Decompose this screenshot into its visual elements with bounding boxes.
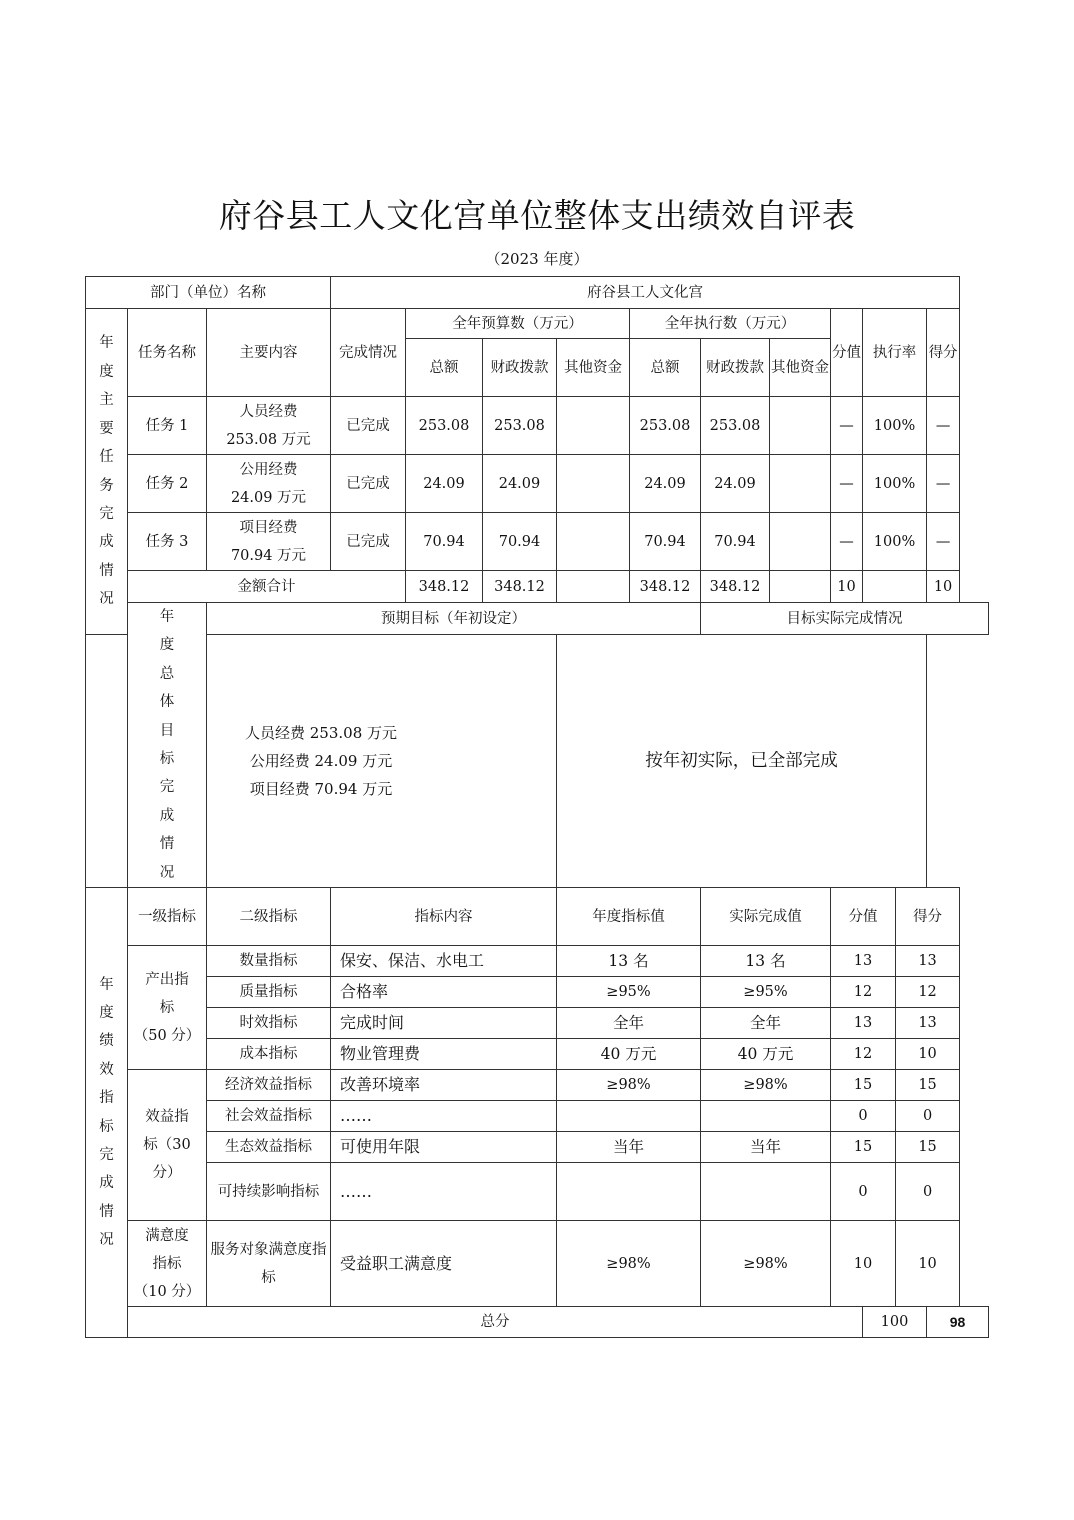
budget-total: 24.09: [406, 455, 483, 513]
indicator-score-value: 13: [831, 946, 896, 977]
indicator-actual: 40 万元: [701, 1039, 831, 1070]
exec-total: 24.09: [630, 455, 701, 513]
indicator-row: [86, 1039, 989, 1070]
goals-side-label: 年 度 总 体 目 标 完 成 情 况: [128, 603, 207, 888]
perf-header-level1: 一级指标: [128, 888, 207, 946]
task-status: 已完成: [331, 455, 406, 513]
task-name: 任务 2: [128, 455, 207, 513]
indicator-actual: [701, 1163, 831, 1221]
header-budget-total: 总额: [406, 339, 483, 397]
exec-other: [770, 513, 831, 571]
indicator-score-value: 12: [831, 1039, 896, 1070]
indicator-content: 受益职工满意度: [331, 1221, 557, 1307]
task-name: 任务 1: [128, 397, 207, 455]
sum-exec-fiscal: 348.12: [701, 571, 770, 603]
sum-score: 10: [927, 571, 960, 603]
sum-exec-total: 348.12: [630, 571, 701, 603]
level2-name: 成本指标: [207, 1039, 331, 1070]
indicator-actual: [701, 1101, 831, 1132]
header-exec-fiscal: 财政拨款: [701, 339, 770, 397]
header-main-content: 主要内容: [207, 309, 331, 397]
indicator-row: [86, 1101, 989, 1132]
indicator-content: 改善环境率: [331, 1070, 557, 1101]
exec-total: 253.08: [630, 397, 701, 455]
indicator-row: [86, 1163, 989, 1221]
indicator-row: [86, 1132, 989, 1163]
task-score-value: —: [831, 455, 863, 513]
dept-label: 部门（单位）名称: [86, 277, 331, 309]
indicator-target: ≥95%: [557, 977, 701, 1008]
indicator-content: ……: [331, 1163, 557, 1221]
sum-exec-other: [770, 571, 831, 603]
indicator-row: [86, 1221, 989, 1307]
header-exec-group: 全年执行数（万元）: [630, 309, 831, 339]
header-task-name: 任务名称: [128, 309, 207, 397]
level1-output: 产出指 标 （50 分）: [128, 946, 207, 1070]
level2-name: 生态效益指标: [207, 1132, 331, 1163]
exec-other: [770, 397, 831, 455]
indicator-score: 0: [896, 1101, 960, 1132]
sum-budget-fiscal: 348.12: [483, 571, 557, 603]
task-score: —: [927, 513, 960, 571]
header-exec-rate: 执行率: [863, 309, 927, 397]
expected-goal-content: 人员经费 253.08 万元 公用经费 24.09 万元 项目经费 70.94 万元: [86, 635, 557, 888]
task-row: [86, 455, 989, 513]
total-label: 总分: [128, 1307, 863, 1338]
header-budget-group: 全年预算数（万元）: [406, 309, 630, 339]
indicator-actual: 13 名: [701, 946, 831, 977]
indicator-score: 10: [896, 1039, 960, 1070]
task-exec-rate: 100%: [863, 397, 927, 455]
indicator-score: 13: [896, 1008, 960, 1039]
level1-satisfaction: 满意度 指标 （10 分）: [128, 1221, 207, 1307]
tasks-side-label: 年 度 主 要 任 务 完 成 情 况: [86, 309, 128, 635]
task-score-value: —: [831, 397, 863, 455]
perf-header-content: 指标内容: [331, 888, 557, 946]
indicator-target: 13 名: [557, 946, 701, 977]
task-name: 任务 3: [128, 513, 207, 571]
indicator-score-value: 12: [831, 977, 896, 1008]
exec-fiscal: 70.94: [701, 513, 770, 571]
indicator-content: ……: [331, 1101, 557, 1132]
level2-name: 社会效益指标: [207, 1101, 331, 1132]
level2-name: 质量指标: [207, 977, 331, 1008]
indicator-target: [557, 1163, 701, 1221]
indicator-target: ≥98%: [557, 1070, 701, 1101]
indicator-score: 15: [896, 1132, 960, 1163]
sum-exec-rate: [863, 571, 927, 603]
indicator-content: 保安、保洁、水电工: [331, 946, 557, 977]
actual-goal-content: 按年初实际，已全部完成: [557, 635, 927, 888]
budget-other: [557, 397, 630, 455]
indicator-score-value: 15: [831, 1132, 896, 1163]
task-score-value: —: [831, 513, 863, 571]
indicator-score: 13: [896, 946, 960, 977]
header-completion: 完成情况: [331, 309, 406, 397]
budget-fiscal: 253.08: [483, 397, 557, 455]
header-budget-fiscal: 财政拨款: [483, 339, 557, 397]
perf-header-score-value: 分值: [831, 888, 896, 946]
header-score-value: 分值: [831, 309, 863, 397]
budget-total: 70.94: [406, 513, 483, 571]
total-score-value: 100: [863, 1307, 927, 1338]
header-exec-other: 其他资金: [770, 339, 831, 397]
indicator-row: [86, 977, 989, 1008]
sum-row: [86, 571, 989, 603]
dept-value: 府谷县工人文化宫: [331, 277, 960, 309]
indicator-row: [86, 1008, 989, 1039]
indicator-actual: 全年: [701, 1008, 831, 1039]
header-exec-total: 总额: [630, 339, 701, 397]
perf-header-score: 得分: [896, 888, 960, 946]
task-content: 人员经费 253.08 万元: [207, 397, 331, 455]
task-exec-rate: 100%: [863, 455, 927, 513]
task-status: 已完成: [331, 513, 406, 571]
level2-name: 数量指标: [207, 946, 331, 977]
task-status: 已完成: [331, 397, 406, 455]
indicator-score-value: 10: [831, 1221, 896, 1307]
indicator-score: 0: [896, 1163, 960, 1221]
performance-table: [85, 276, 989, 1338]
header-score: 得分: [927, 309, 960, 397]
budget-fiscal: 24.09: [483, 455, 557, 513]
perf-side-label: 年 度 绩 效 指 标 完 成 情 况: [86, 888, 128, 1338]
indicator-actual: ≥98%: [701, 1221, 831, 1307]
exec-total: 70.94: [630, 513, 701, 571]
perf-header-target: 年度指标值: [557, 888, 701, 946]
total-score: 98: [927, 1307, 989, 1338]
level2-name: 经济效益指标: [207, 1070, 331, 1101]
task-score: —: [927, 397, 960, 455]
indicator-content: 合格率: [331, 977, 557, 1008]
indicator-actual: 当年: [701, 1132, 831, 1163]
task-content: 项目经费 70.94 万元: [207, 513, 331, 571]
indicator-score-value: 0: [831, 1163, 896, 1221]
level2-name: 时效指标: [207, 1008, 331, 1039]
sum-budget-total: 348.12: [406, 571, 483, 603]
sum-score-value: 10: [831, 571, 863, 603]
indicator-content: 物业管理费: [331, 1039, 557, 1070]
indicator-row: [86, 946, 989, 977]
sum-budget-other: [557, 571, 630, 603]
level1-benefit: 效益指 标（30 分）: [128, 1070, 207, 1221]
indicator-target: 全年: [557, 1008, 701, 1039]
indicator-actual: ≥95%: [701, 977, 831, 1008]
indicator-target: 当年: [557, 1132, 701, 1163]
indicator-target: 40 万元: [557, 1039, 701, 1070]
actual-goal-header: 目标实际完成情况: [701, 603, 989, 635]
indicator-score: 12: [896, 977, 960, 1008]
task-content: 公用经费 24.09 万元: [207, 455, 331, 513]
perf-header-level2: 二级指标: [207, 888, 331, 946]
sum-label: 金额合计: [128, 571, 406, 603]
indicator-score: 10: [896, 1221, 960, 1307]
level2-name: 可持续影响指标: [207, 1163, 331, 1221]
report-year: （2023 年度）: [485, 250, 589, 268]
exec-other: [770, 455, 831, 513]
perf-header-actual: 实际完成值: [701, 888, 831, 946]
exec-fiscal: 253.08: [701, 397, 770, 455]
total-row: [86, 1307, 989, 1338]
indicator-actual: ≥98%: [701, 1070, 831, 1101]
indicator-target: [557, 1101, 701, 1132]
page-title: 府谷县工人文化宫单位整体支出绩效自评表: [218, 196, 856, 235]
expected-goal-header: 预期目标（年初设定）: [207, 603, 701, 635]
budget-other: [557, 455, 630, 513]
task-exec-rate: 100%: [863, 513, 927, 571]
budget-total: 253.08: [406, 397, 483, 455]
indicator-content: 可使用年限: [331, 1132, 557, 1163]
budget-fiscal: 70.94: [483, 513, 557, 571]
indicator-score-value: 0: [831, 1101, 896, 1132]
task-row: [86, 397, 989, 455]
indicator-row: [86, 1070, 989, 1101]
indicator-score-value: 13: [831, 1008, 896, 1039]
task-row: [86, 513, 989, 571]
level2-name: 服务对象满意度指标: [207, 1221, 331, 1307]
indicator-score: 15: [896, 1070, 960, 1101]
indicator-score-value: 15: [831, 1070, 896, 1101]
exec-fiscal: 24.09: [701, 455, 770, 513]
header-budget-other: 其他资金: [557, 339, 630, 397]
budget-other: [557, 513, 630, 571]
task-score: —: [927, 455, 960, 513]
indicator-content: 完成时间: [331, 1008, 557, 1039]
indicator-target: ≥98%: [557, 1221, 701, 1307]
